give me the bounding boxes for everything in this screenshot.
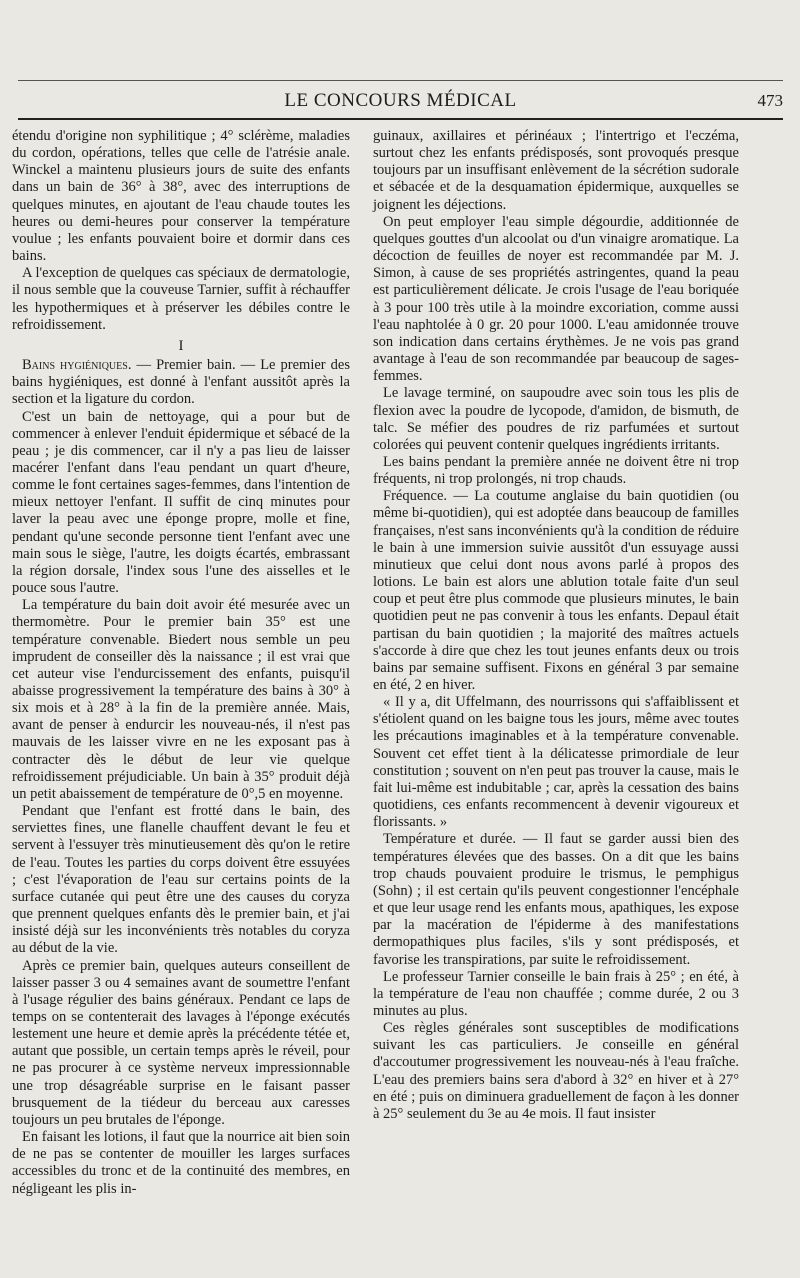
paragraph: On peut employer l'eau simple dégourdie, additionnée de quelques gouttes d'un alcoolat ou d'un vinaigre aromatique. La décoction de feuilles de noyer est recommandée par M. J. Simon, à cause de ses propriétés astringentes, quand la peau est particulièrement délicate. Je crois l'usage de l'eau boriquée à 3 pour 100 très utile à la moindre excoriation, comme aussi l'eau naphtolée à 0 gr. 20 pour 1000. L'eau amidonnée trouve son indication dans certains érythèmes. Je ne vois pas grand avantage à l'eau de son recommandée par beaucoup de sages-femmes. bbox=[373, 213, 739, 385]
running-header bbox=[18, 84, 783, 120]
paragraph-lead bbox=[12, 357, 350, 408]
paragraph: Les bains pendant la première année ne doivent être ni trop fréquents, ni trop prolongés, ni trop chauds. bbox=[373, 453, 739, 488]
paragraph: C'est un bain de nettoyage, qui a pour but de commencer à enlever l'enduit épidermique et sébacé de la peau ; je dis commencer, car il n'y a pas lieu de laisser macérer l'enfant dans l'eau pendant un quart d'heure, comme le font certaines sages-femmes, dans l'intention de mieux nettoyer l'enfant. Il suffit de cinq minutes pour laver la peau avec une éponge propre, molle et fine, pendant qu'une seconde personne tient l'enfant avec une main sous le siège, l'autre, les doigts écartés, embrassant la région dorsale, l'index sous l'une des aisselles et le pouce sous l'autre. bbox=[12, 408, 350, 597]
paragraph: Ces règles générales sont susceptibles de modifications suivant les cas particuliers. Je conseille en général d'accoutumer progressivement les nouveau-nés à l'eau fraîche. L'eau des premiers bains sera d'abord à 32° en hiver et à 27° en été ; puis on diminuera graduellement de façon à les donner à 25° seulement du 3e au 4e mois. Il faut insister bbox=[373, 1020, 739, 1122]
section-number: I bbox=[178, 337, 184, 354]
paragraph: A l'exception de quelques cas spéciaux de dermatologie, il nous semble que la couveuse Tarnier, suffit à réchauffer les hypothermiques et à préserver les débiles contre le refroidissement. bbox=[12, 265, 350, 333]
paragraph: Le professeur Tarnier conseille le bain frais à 25° ; en été, à la température de l'eau non chauffée ; comme durée, 2 ou 3 minutes au plus. bbox=[373, 968, 739, 1019]
paragraph: Après ce premier bain, quelques auteurs conseillent de laisser passer 3 ou 4 semaines avant de soumettre l'enfant à l'usage régulier des bains généraux. Pendant ce laps de temps on se contenterait des lavages à l'éponge exécutés lestement une heure et demie après la précédente tétée et, autant que possible, un certain temps après le réveil, pour ne pas procurer à ce système nerveux impressionnable une trop désagréable surprise en le faisant passer brusquement de la tiédeur du berceau aux caresses toujours un peu brutales de l'éponge. bbox=[12, 957, 350, 1128]
paragraph: « Il y a, dit Uffelmann, des nourrissons qui s'affaiblissent et s'étiolent quand on les baigne tous les jours, même avec toutes les précautions imaginables et à la température convenable. Souvent cet effet tient à la délicatesse primordiale de leur constitution ; souvent on n'en peut pas trouver la cause, mais le fait lui-même est indubitable ; car, après la cessation des bains quotidiens, ces enfants recommencent à devenir vigoureux et florissants. » bbox=[373, 694, 739, 831]
right-column bbox=[373, 128, 739, 1123]
paragraph: La température du bain doit avoir été mesurée avec un thermomètre. Pour le premier bain 35° est une température convenable. Biedert nous semble un peu imprudent de conseiller dès la naissance ; il est vrai que cet auteur vise l'endurcissement des enfants, puisqu'il abaisse progressivement la température des bains à 30° à six mois et à 28° à la fin de la première année. Mais, avant de penser à endurcir les nouveau-nés, il n'est pas mauvais de les laisser vivre en ne les exposant pas à contracter dès le début de leur vie quelque refroidissement préjudiciable. Un bain à 35° produit déjà un petit abaissement de température de 0°,5 en moyenne. bbox=[12, 597, 350, 802]
paragraph-text: — Premier bain. — Le premier des bains hygiéniques, est donné à l'enfant aussitôt après la section et la ligature du cordon. bbox=[12, 357, 351, 408]
top-rule bbox=[18, 80, 783, 81]
paragraph: étendu d'origine non syphilitique ; 4° sclérème, maladies du cordon, opérations, telles que celle de l'atrésie anale. Winckel a maintenu plusieurs jours de suite des enfants dans un bain de 36° à 38°, avec des interruptions de quelques minutes, en ajoutant de l'eau chaude toutes les heures ou demi-heures pour conserver la température voulue ; les enfants pouvaient boire et dormir dans ces bains. bbox=[12, 128, 350, 265]
left-column bbox=[12, 128, 350, 1198]
paragraph: Pendant que l'enfant est frotté dans le bain, des serviettes fines, une flanelle chauffent devant le feu et servent à l'essuyer très minutieusement dès qu'on le retire de l'eau. Toutes les parties du corps doivent être essuyées ; c'est l'évaporation de l'eau sur certains points de la surface cutanée qui peut être une des causes du coryza que prennent quelques enfants dès le premier bain, et j'ai insisté déjà sur les inconvénients très notables du coryza au début de la vie. bbox=[12, 803, 350, 957]
paragraph: Température et durée. — Il faut se garder aussi bien des températures élevées que des basses. On a dit que les bains trop chauds pouvaient produire le trismus, le pemphigus (Sohn) ; il est certain qu'ils peuvent congestionner l'encéphale et que leur usage rend les enfants mous, apathiques, les expose par la macération de l'épiderme à des manifestations dermopathiques plus faciles, s'ils y sont prédisposés, et favorise les transpirations, par suite le refroidissement. bbox=[373, 831, 739, 968]
journal-title: LE CONCOURS MÉDICAL bbox=[284, 90, 517, 111]
paragraph: guinaux, axillaires et périnéaux ; l'intertrigo et l'eczéma, surtout chez les enfants prédisposés, sont provoqués presque toujours par un insuffisant enlèvement de la sécrétion sudorale et sébacée et de la desquamation épidermique, auxquelles se joignent les déjections. bbox=[373, 128, 739, 213]
page-number: 473 bbox=[757, 91, 783, 110]
paragraph: Le lavage terminé, on saupoudre avec soin tous les plis de flexion avec la poudre de lycopode, d'amidon, de bismuth, de talc. Se méfier des poudres de riz parfumées et surtout colorées qui peuvent contenir quelques ingrédients irritants. bbox=[373, 385, 739, 453]
paragraph: En faisant les lotions, il faut que la nourrice ait bien soin de ne pas se contenter de mouiller les larges surfaces accessibles du tronc et de la continuité des membres, en négligeant les plis in- bbox=[12, 1129, 350, 1197]
paragraph: Fréquence. — La coutume anglaise du bain quotidien (ou même bi-quotidien), qui est adoptée dans beaucoup de familles françaises, n'est sans inconvénients qu'à la condition de réduire le bain à une immersion suivie aussitôt d'un essuyage aussi minutieux que celui dont nous avons parlé à propos des lotions. Le bain est alors une ablution totale faite d'un seul coup et peut être plus commode que plusieurs minutes, le bain quotidien peut ne pas convenir à tous les enfants. Depaul était partisan du bain quotidien ; la majorité des maîtres actuels s'accorde à dire que chez les tout jeunes enfants deux ou trois bains par semaine suffisent. Fixons en général 3 par semaine en été, 2 en hiver. bbox=[373, 488, 740, 693]
section-heading: Bains hygiéniques. bbox=[22, 357, 132, 374]
